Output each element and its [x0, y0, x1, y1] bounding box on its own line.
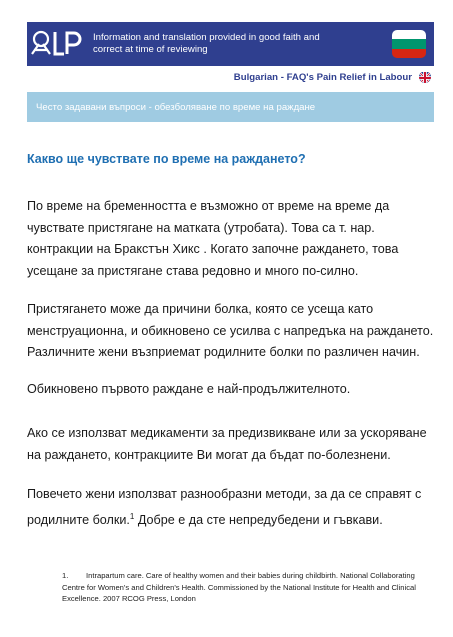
bulgaria-flag-icon — [392, 30, 426, 58]
header-bar — [27, 22, 434, 66]
document-subtitle-row — [27, 68, 434, 86]
uk-flag-icon — [419, 71, 431, 83]
document-subtitle: Bulgarian - FAQ's Pain Relief in Labour — [233, 71, 412, 83]
topic-title: Често задавани въпроси - обезболяване по време на раждане — [36, 101, 316, 113]
section-heading: Какво ще чувствате по време на раждането? — [27, 152, 306, 166]
paragraph-4: Ако се използват медикаменти за предизвикване или за ускоряване на раждането, контракциите Ви могат да бъдат по-болезнени. — [27, 426, 427, 462]
footnote — [62, 570, 432, 605]
footnote-reference: 1 — [129, 511, 135, 521]
paragraph-3: Обикновено първото раждане е най-продължителното. — [27, 382, 351, 396]
oaa-lp-logo-icon — [27, 22, 87, 66]
paragraph-1: По време на бременността е възможно от време на време да чувствате пристягане на матката (утробата). Това са т. нар. контракции на Бракстън Хикс . Когато започне раждането, това усещане за пристягане става редовно и много по-силно. — [27, 199, 399, 278]
paragraph-5-text: Повечето жени използват разнообразни методи, за да се справят с родилните болки. — [27, 487, 422, 527]
footnote-number: 1. — [62, 571, 69, 580]
topic-bar — [27, 92, 434, 122]
paragraph-5 — [27, 484, 437, 531]
header-notice: Information and translation provided in good faith and correct at time of reviewing — [93, 32, 320, 55]
paragraph-2: Пристягането може да причини болка, която се усеща като менструационна, и обикновено се усилва с напредъка на раждането. Различните жени възприемат родилните болки по различен начин. — [27, 302, 434, 359]
paragraph-5-text-end: Добре е да сте непредубедени и гъвкави. — [134, 512, 383, 527]
footnote-text: Intrapartum care. Care of healthy women and their babies during childbirth. National Collaborating Centre for Women's and Children's Health. Commissioned by the National Institute for Health and Clinical Excellence. 2007 RCOG Press, London — [62, 571, 416, 603]
